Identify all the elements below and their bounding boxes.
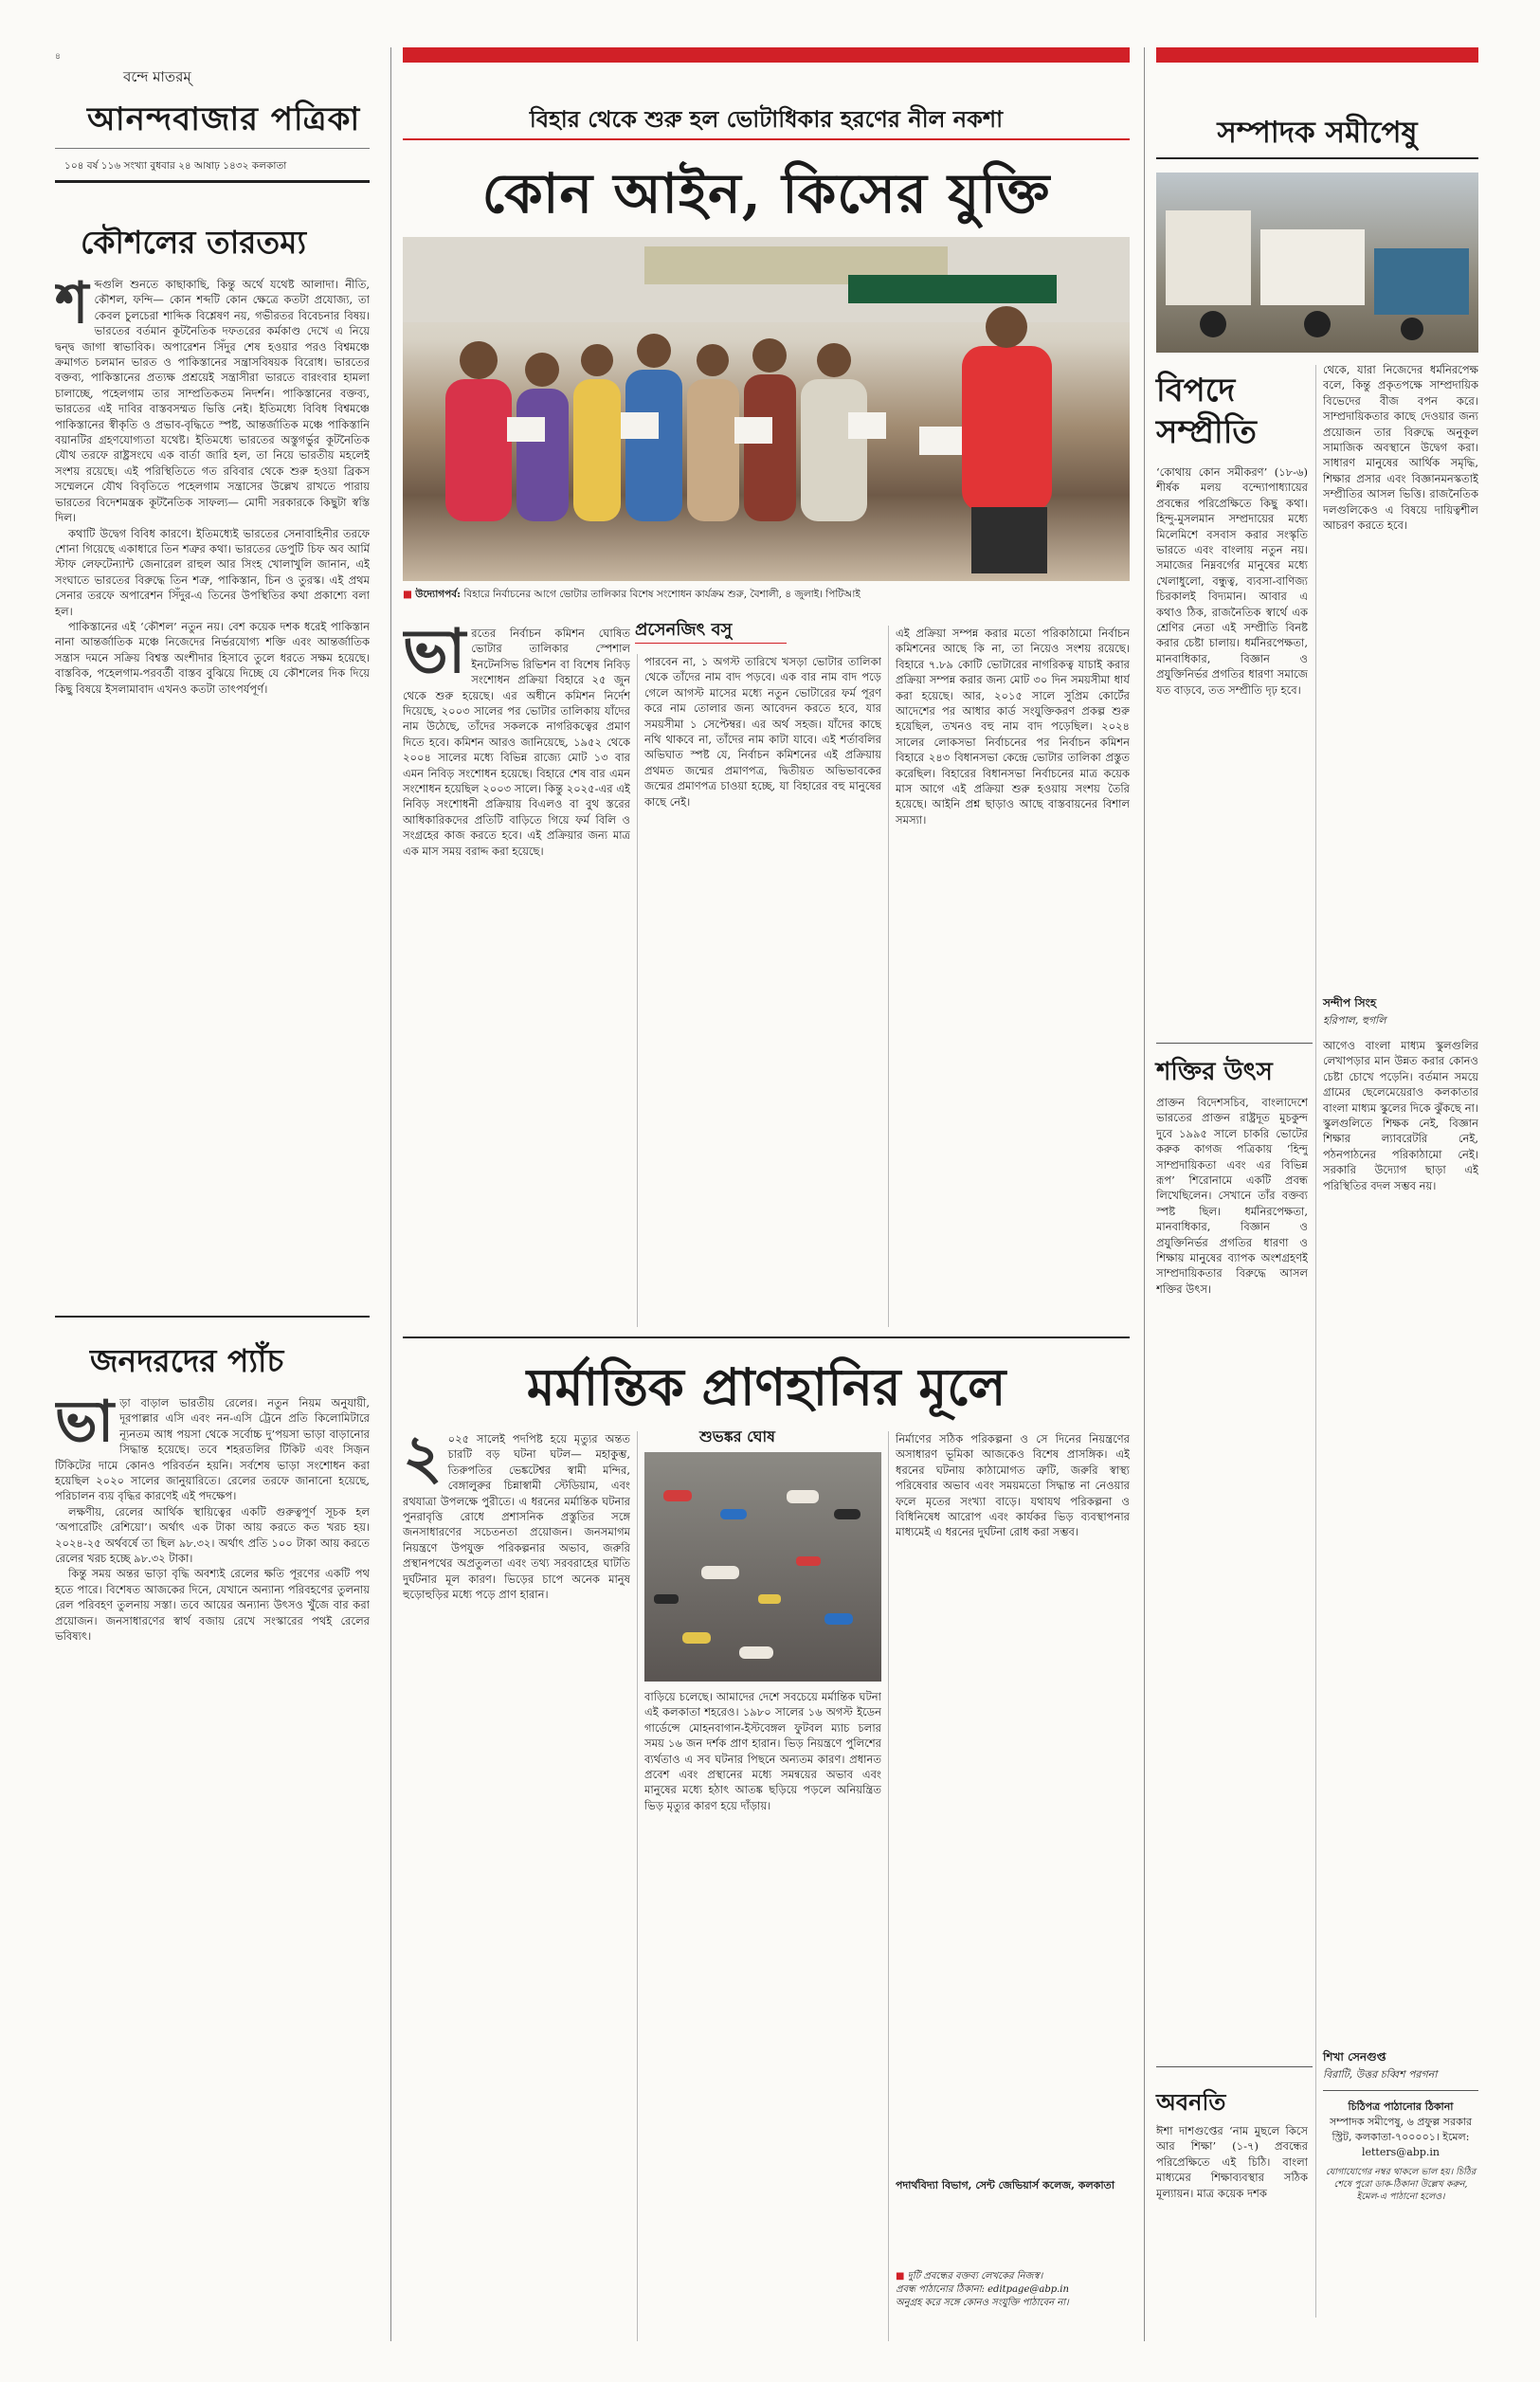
stampede-photo bbox=[644, 1452, 881, 1682]
editorial-paragraph: পাকিস্তানের এই ‘কৌশল’ নতুন নয়। বেশ কয়েক দশক ধরেই পাকিস্তান নানা আন্তর্জাতিক মঞ্চে নিজেদের নির্ভরযোগ্য শক্তি এবং আন্তর্জাতিক সন্ত্রাস দমনে সক্রিয় বিশ্বস্ত অংশীদার হিসাবে তুলে ধরতে সক্ষম হয়েছে। বাস্তবিক, পহেলগাম-পরবর্তী বাস্তব বুঝিয়ে দিচ্ছে যে কৌশলের দিক দিয়ে কিছু বিষয়ে ইসলামাবাদ এখনও কতটা তাৎপর্যপূর্ণ। bbox=[55, 619, 370, 696]
column-rule bbox=[637, 654, 638, 1327]
truck-photo bbox=[1156, 173, 1478, 353]
column-rule bbox=[390, 47, 391, 2341]
article-author: প্রসেনজিৎ বসু bbox=[635, 620, 733, 640]
author-rule bbox=[635, 643, 787, 644]
top-red-bar bbox=[403, 47, 1130, 63]
voter-photo bbox=[403, 237, 1130, 581]
article2-column-1 bbox=[403, 1431, 630, 2341]
letters-divider bbox=[1156, 2066, 1313, 2067]
headline2-title: মর্মান্তিক প্রাণহানির মূলে bbox=[526, 1356, 1006, 1417]
letter-paragraph: আগেও বাংলা মাধ্যম স্কুলগুলির লেখাপড়ার মান উন্নত করার কোনও চেষ্টা চোখে পড়েনি। বর্তমান সময়ে গ্রামের ছেলেমেয়েরাও কলকাতার বাংলা মাধ্যম স্কুলের দিকে ঝুঁকছে না। স্কুলগুলিতে শিক্ষক নেই, বিজ্ঞান শিক্ষার ল্যাবরেটরি নেই, পঠনপাঠনের পরিকাঠামো নেই। সরকারি উদ্যোগ ছাড়া এই পরিস্থিতির বদল সম্ভব নয়। bbox=[1323, 1039, 1478, 1192]
footnote-line: প্রবন্ধ পাঠানোর ঠিকানা: editpage@abp.in bbox=[896, 2284, 1069, 2295]
editorial-paragraph: ব্দগুলি শুনতে কাছাকাছি, কিন্তু অর্থে যথেষ্ট আলাদা। নীতি, কৌশল, ফন্দি— কোন শব্দটি কোন ক্ষেত্রে কতটা প্রযোজ্য, তা কেবল চুলচেরা শাব্দিক বিশ্লেষণ নয়, গভীরতর বিবেচনার বিষয়। ভারতের বর্তমান কূটনৈতিক দফতরের কর্মকাণ্ড দেখে এ নিয়ে দ্বন্দ্ব জাগা স্বাভাবিক। অপারেশন সিঁদুর শেষ হওয়ার পরও বিশ্বমঞ্চে ক্রমাগত চলমান ভারত ও পাকিস্তানের সন্ত্রাসবিষয়ক বিরোধ। ভারতের বক্তব্য, পাকিস্তানের প্রত্যক্ষ প্রশ্রয়েই সন্ত্রাসীরা ভারতে বারংবার হামলা চালাচ্ছে, পহেলগাম তার সাম্প্রতিকতম নিদর্শন। পাকিস্তানের বক্তব্য, ভারতের এই দাবির বাস্তবসম্মত ভিত্তি নেই। ইতিমধ্যে বিবিধ বিশ্বমঞ্চে পাকিস্তানের স্বীকৃতি ও প্রভাব-বৃদ্ধিতে স্পষ্ট, আন্তর্জাতিক মঞ্চে পাকিস্তানি বয়ানটির গ্রহণযোগ্যতা যথেষ্ট। ইতিমধ্যে ভারতের অস্তুগর্ভুর কূটনৈতিক যৌথ তরফে রাষ্ট্রসংঘে এক বার্তা জারি হল, তা নিয়ে ভারতীয় মহলেই সংশয় রয়েছে। এই পরিস্থিতিতে গত রবিবার থেকে শুরু হওয়া ব্রিকস সম্মেলনে যৌথ বিবৃতিতে পহেলগাম সন্ত্রাসের উল্লেখ রাখতে পারায় ভারতের বিদেশমন্ত্রক কূটনৈতিক সাফল্য— মোদী সরকারকে কিছুটা স্বস্তি দিল। bbox=[55, 278, 370, 525]
editorial-paragraph: ড়া বাড়াল ভারতীয় রেলের। নতুন নিয়ম অনুযায়ী, দূরপাল্লার এসি এবং নন-এসি ট্রেনে প্রতি কিলোমিটারে ন্যূনতম আধ পয়সা থেকে সর্বোচ্চ দু’পয়সা ভাড়া বাড়ানোর সিদ্ধান্ত হয়েছে। তবে শহরতলির টিকিট এবং সিজ়ন টিকিটের দামে কোনও পরিবর্তন হয়নি। সর্বশেষ ভাড়া সংশোধন করা হয়েছিল ২০২০ সালের জানুয়ারিতে। রেলের তরফে জানানো হয়েছে, পরিচালন ব্যয় বৃদ্ধির কারণেই এই পদক্ষেপ। bbox=[55, 1396, 370, 1503]
address-title: চিঠিপত্র পাঠানোর ঠিকানা bbox=[1348, 2100, 1454, 2113]
editorial2-title: জনদরদের প্যাঁচ bbox=[90, 1342, 284, 1379]
article-paragraph: ০২৫ সালেই পদপিষ্ট হয়ে মৃত্যুর অন্তত চারটি বড় ঘটনা ঘটল— মহাকুম্ভ, তিরুপতির ভেঙ্কটেশ্বর স্বামী মন্দির, বেঙ্গালুরুর চিন্নাস্বামী স্টেডিয়াম, এবং রথযাত্রা উপলক্ষে পুরীতে। এ ধরনের মর্মান্তিক ঘটনার পুনরাবৃত্তি রোধে প্রশাসনিক প্রস্তুতির সঙ্গে জনসাধারণের সচেতনতা প্রয়োজন। জনসমাগম নিয়ন্ত্রণে উপযুক্ত পরিকল্পনার অভাব, জরুরি প্রস্থানপথের অপ্রতুলতা এবং তথ্য সরবরাহের ঘাটতি দুর্ঘটনার মূল কারণ। ভিড়ের চাপে অনেক মানুষ হুড়োহুড়ির মধ্যে পড়ে প্রাণ হারান। bbox=[403, 1432, 630, 1602]
letter1-place: হরিপাল, হুগলি bbox=[1323, 1014, 1386, 1027]
masthead-title: আনন্দবাজার পত্রিকা bbox=[87, 100, 361, 138]
page-number: ৪ bbox=[55, 52, 61, 62]
drop-cap: ভা bbox=[55, 1395, 115, 1455]
avanati-title: অবনতি bbox=[1156, 2088, 1226, 2116]
debris-illustration bbox=[644, 1452, 881, 1682]
address-box bbox=[1323, 2100, 1478, 2203]
editorial-title: কৌশলের তারতম্য bbox=[81, 224, 307, 261]
address-note: যোগাযোগের নম্বর থাকলে ভাল হয়। চিঠির শেষে পুরো ডাক-ঠিকানা উল্লেখ করুন, ইমেল-এ পাঠানো হলেও। bbox=[1325, 2167, 1477, 2202]
drop-cap: ভা bbox=[403, 626, 466, 687]
top-red-bar-right bbox=[1156, 47, 1478, 63]
column-rule bbox=[888, 1431, 889, 2341]
address-body: সম্পাদক সমীপেষু, ৬ প্রফুল্ল সরকার স্ট্রিট, কলকাতা-৭০০০০১। ইমেল: letters@abp.in bbox=[1329, 2116, 1473, 2158]
letter-paragraph: থেকে, যারা নিজেদের ধর্মনিরপেক্ষ বলে, কিন্তু প্রকৃতপক্ষে সাম্প্রদায়িক বিভেদের বীজ বপন করে। সাম্প্রদায়িকতার কাছে দেওয়ার জন্য প্রয়োজন তার বিরুদ্ধে অনুকূল সামাজিক অবস্থানে উদ্বেগ করা। সাধারণ মানুষের আর্থিক সমৃদ্ধি, শিক্ষার প্রসার এবং বিজ্ঞানমনস্কতাই সম্প্রীতির আসল ভিত্তি। রাজনৈতিক দলগুলিকেও এ বিষয়ে দায়িত্বশীল আচরণ করতে হবে। bbox=[1323, 363, 1478, 533]
letters-divider bbox=[1156, 1043, 1313, 1044]
letter-paragraph: ‘কোথায় কোন সমীকরণ’ (১৮-৬) শীর্ষক মলয় বন্দ্যোপাধ্যায়ের প্রবন্ধের পরিপ্রেক্ষিতে কিছু কথা। হিন্দু-মুসলমান সম্প্রদায়ের মধ্যে মিলেমিশে বসবাস করার সংস্কৃতি ভারতে এবং বাংলায় নতুন নয়। সমাজের নিম্নবর্গের মানুষের মধ্যে খেলাধুলো, বন্ধুত্ব, ব্যবসা-বাণিজ্য চিরকালই বিদ্যমান। আবার এ কথাও ঠিক, রাজনৈতিক স্বার্থে এক শ্রেণির নেতা এই সম্প্রীতি বিনষ্ট করার চেষ্টা চালায়। ধর্মনিরপেক্ষতা, মানবাধিকার, বিজ্ঞান ও প্রযুক্তিনির্ভর প্রগতির ধারণা সমাজে যত বাড়বে, তত সম্প্রীতি দৃঢ় হবে। bbox=[1156, 465, 1308, 697]
avanati-body bbox=[1156, 2123, 1308, 2332]
letters-rule bbox=[1156, 157, 1478, 159]
headline-kicker: বিহার থেকে শুরু হল ভোটাধিকার হরণের নীল নকশা bbox=[529, 105, 1004, 133]
article-paragraph: বাড়িয়ে চলেছে। আমাদের দেশে সবচেয়ে মর্মান্তিক ঘটনা এই কলকাতা শহরেও। ১৯৮০ সালের ১৬ অগস্ট ইডেন গার্ডেন্সে মোহনবাগান-ইস্টবেঙ্গল ফুটবল ম্যাচ চলার সময় ১৬ জন দর্শক প্রাণ হারান। ভিড় নিয়ন্ত্রণে পুলিশের ব্যর্থতাও এ সব ঘটনার পিছনে অন্যতম কারণ। প্রধানত প্রবেশ এবং প্রস্থানের মধ্যে সমন্বয়ের অভাব এবং মানুষের মধ্যে হঠাৎ আতঙ্ক ছড়িয়ে পড়লে অনিয়ন্ত্রিত ভিড় মৃত্যুর কারণ হয়ে দাঁড়ায়। bbox=[644, 1690, 881, 1812]
letter1-signature: সন্দীপ সিংহ bbox=[1323, 996, 1377, 1009]
editorial-paragraph: কিন্তু সময় অন্তর ভাড়া বৃদ্ধি অবশ্যই রেলের ক্ষতি পূরণের একটি পথ হতে পারে। বিশেষত আজকের দিনে, যেখানে অন্যান্য পরিবহণের তুলনায় রেল পরিবহণ তুলনায় সস্তা। তবে আয়ের অন্যান্য উৎসও খুঁজে বার করা প্রয়োজন। জনসাধারণের স্বার্থ বজায় রেখে সংস্কারের পথই রেলের ভবিষ্যৎ। bbox=[55, 1567, 370, 1644]
column-rule bbox=[1315, 365, 1316, 1085]
letter-paragraph: ঈশা দাশগুপ্তের ‘নাম মুছলে কিসে আর শিক্ষা’ (১-৭) প্রবন্ধের পরিপ্রেক্ষিতে এই চিঠি। বাংলা মাধ্যমের শিক্ষাব্যবস্থার সঠিক মূল্যায়ন। মাত্র কয়েক দশক bbox=[1156, 2124, 1308, 2200]
letter2-place: বিরাটি, উত্তর চব্বিশ পরগনা bbox=[1323, 2068, 1438, 2081]
kicker-rule bbox=[403, 138, 1130, 140]
editorial2-body bbox=[55, 1395, 370, 2334]
article-paragraph: এই প্রক্রিয়া সম্পন্ন করার মতো পরিকাঠামো নির্বাচন কমিশনের আছে কি না, তা নিয়েও সংশয় রয়েছে। বিহারে ৭.৮৯ কোটি ভোটারের নাগরিকত্ব যাচাই করার প্রক্রিয়া সম্পন্ন করার জন্য মোট ৩০ দিন সময়সীমা ধার্য করা হয়েছে। আর, ২০১৫ সালে সুপ্রিম কোর্টের আদেশের পর আধার কার্ড সংযুক্তিকরণ প্রকল্প শুরু হয়েছিল, তখনও বহু নাম বাদ পড়েছিল। ২০২৪ সালের লোকসভা নির্বাচনের পর নির্বাচন কমিশন বিহারে ২৪৩ বিধানসভা কেন্দ্রে ভোটার তালিকা প্রস্তুত করেছিল। বিহারের বিধানসভা নির্বাচনের মাত্র কয়েক মাস আগে এই প্রক্রিয়া শুরু হওয়ায় সংশয় তৈরি হয়েছে। আইনি প্রশ্ন ছাড়াও আছে বাস্তবায়নের বিশাল সমস্যা। bbox=[896, 627, 1130, 827]
article-paragraph: নির্মাণের সঠিক পরিকল্পনা ও সে দিনের নিয়ন্ত্রণের অসাধারণ ভূমিকা আজকেও বিশেষ প্রাসঙ্গিক। এই ধরনের ঘটনায় কাঠামোগত ত্রুটি, জরুরি স্বাস্থ্য পরিষেবার অভাব এবং সময়মতো সিদ্ধান্ত না নেওয়ার ফলে মৃতের সংখ্যা বাড়ে। যথাযথ পরিকল্পনা ও বিধিনিষেধ আরোপ এবং কার্যকর ভিড় ব্যবস্থাপনার মাধ্যমেই এ ধরনের দুর্ঘটনা রোধ করা সম্ভব। bbox=[896, 1432, 1130, 1539]
footnote-line: দুটি প্রবন্ধের বক্তব্য লেখকের নিজস্ব। bbox=[907, 2271, 1043, 2282]
article2-column-2 bbox=[644, 1689, 881, 2341]
masthead-rule-bottom bbox=[55, 180, 370, 183]
article1-column-2 bbox=[644, 654, 881, 1327]
letters-title: সম্পাদক সমীপেষু bbox=[1217, 116, 1418, 150]
masthead-dateline: ১০৪ বর্ষ ১১৬ সংখ্যা বুধবার ২৪ আষাঢ় ১৪৩২ কলকাতা bbox=[64, 160, 287, 172]
headline-title: কোন আইন, কিসের যুক্তি bbox=[481, 161, 1051, 226]
article-paragraph: পারবেন না, ১ অগস্ট তারিখে খসড়া ভোটার তালিকা থেকে তাঁদের নাম বাদ পড়বে। এক বার নাম বাদ পড়ে গেলে আগস্ট মাসের মধ্যে নতুন ভোটারের ফর্ম পূরণ করে নাম তোলার জন্য আবেদন করতে হবে, যার সময়সীমা ১ সেপ্টেম্বর। এর অর্থ সহজ। যাঁদের কাছে নথি থাকবে না, তাঁদের নাম কাটা যাবে। এই শর্তাবলির অভিঘাত স্পষ্ট যে, নির্বাচন কমিশনের এই প্রক্রিয়ায় প্রথমত জন্মের প্রমাণপত্র, দ্বিতীয়ত অভিভাবকের জন্মের প্রমাণপত্র চাওয়া হচ্ছে, যা বিহারের বহু মানুষের কাছে নেই। bbox=[644, 655, 881, 809]
editorial-paragraph: কথাটি উদ্বেগ বিবিধ কারণে। ইতিমধ্যেই ভারতের সেনাবাহিনীর তরফে শোনা গিয়েছে একাধারে তিন শত্রুর কথা। ভারতের ডেপুটি চিফ অব আর্মি স্টাফ লেফটেন্যান্ট জেনারেল রাহুল আর সিংহ খোলাখুলি জানান, এই সংঘাতে ভারতের বিরুদ্ধে তিন শত্রু, পাকিস্তান, চিন ও তুরস্ক। এই প্রথম সেনার তরফে অপারেশন সিঁদুর-এ তিনের উপস্থিতির কথা প্রকাশ্যে বলা হল। bbox=[55, 526, 370, 618]
letter2-body-cont bbox=[1323, 1038, 1478, 2043]
drop-cap: ২ bbox=[403, 1431, 443, 1493]
masthead-rule bbox=[55, 148, 370, 149]
photo-illustration bbox=[403, 237, 1130, 581]
article-divider bbox=[403, 1336, 1130, 1338]
letter1-body-cont bbox=[1323, 362, 1478, 988]
letter2-body bbox=[1156, 1095, 1308, 2052]
author-affiliation: পদার্থবিদ্যা বিভাগ, সেন্ট জেভিয়ার্স কলেজ, কলকাতা bbox=[896, 2179, 1115, 2191]
article1-column-1 bbox=[403, 626, 630, 1327]
caption-label: উদ্যোগপর্ব: bbox=[415, 589, 461, 600]
column-rule bbox=[637, 1431, 638, 2341]
letter2-signature: শিখা সেনগুপ্ত bbox=[1323, 2050, 1386, 2064]
article2-author: শুভঙ্কর ঘোষ bbox=[699, 1427, 775, 1446]
drop-cap: শ bbox=[55, 277, 89, 336]
editorial-paragraph: লক্ষণীয়, রেলের আর্থিক স্থায়িত্বের একটি গুরুত্বপূর্ণ সূচক হল ‘অপারেটিং রেশিয়ো’। অর্থাৎ এক টাকা আয় করতে কত খরচ হয়। ২০২৪-২৫ অর্থবর্ষে তা ছিল ৯৮.৩২। অর্থাৎ প্রতি ১০০ টাকা আয় করতে রেলের খরচ হচ্ছে ৯৮.৩২ টাকা। bbox=[55, 1504, 370, 1566]
letter1-title: বিপদে সম্প্রীতি bbox=[1156, 372, 1257, 451]
address-rule bbox=[1323, 2090, 1478, 2091]
article2-column-3 bbox=[896, 1431, 1130, 2171]
article-paragraph: রতের নির্বাচন কমিশন ঘোষিত ভোটার তালিকার স্পেশাল ইনটেনসিভ রিভিশন বা বিশেষ নিবিড় সংশোধন প্রক্রিয়া বিহারে ২৫ জুন থেকে শুরু হয়েছে। এর অধীনে কমিশন নির্দেশ দিয়েছে, ২০০৩ সালের পর ভোটার তালিকায় যাঁদের নাম উঠেছে, তাঁদের সকলকে নাগরিকত্বের প্রমাণ দিতে হবে। কমিশন আরও জানিয়েছে, ১৯৫২ থেকে ২০০৪ সালের মধ্যে বিভিন্ন রাজ্যে মোট ১৩ বার এমন নিবিড় সংশোধন হয়েছে। বিহারে শেষ বার এমন সংশোধন হয়েছিল ২০০৩ সালে। কিন্তু ২০২৫-এর এই নিবিড় সংশোধনী প্রক্রিয়ায় বিএলও বা বুথ স্তরের আধিকারিকদের প্রতিটি বাড়িতে গিয়ে ফর্ম বিলি ও সংগ্রহের কাজ করতে হবে। এই প্রক্রিয়ার জন্য মাত্র এক মাস সময় বরাদ্দ করা হয়েছে। bbox=[403, 627, 630, 858]
letter1-body bbox=[1156, 464, 1308, 1033]
footnote: ■ দুটি প্রবন্ধের বক্তব্য লেখকের নিজস্ব। প্রবন্ধ পাঠানোর ঠিকানা: editpage@abp.in অনুগ্রহ করে সঙ্গে কোনও সংযুক্তি পাঠাবেন না। bbox=[896, 2270, 1130, 2310]
column-rule bbox=[1144, 47, 1145, 2341]
column-rule bbox=[1315, 1038, 1316, 2318]
editorial-body bbox=[55, 277, 370, 1291]
footnote-line: অনুগ্রহ করে সঙ্গে কোনও সংযুক্তি পাঠাবেন না। bbox=[896, 2298, 1069, 2308]
truck-illustration bbox=[1156, 173, 1478, 353]
article1-column-3 bbox=[896, 626, 1130, 1327]
editorial-divider bbox=[55, 1316, 370, 1318]
letter2-title: শক্তির উৎস bbox=[1156, 1058, 1273, 1086]
caption-text: বিহারে নির্বাচনের আগে ভোটার তালিকার বিশেষ সংশোধন কার্যক্রম শুরু, বৈশালী, ৪ জুলাই। পিটিআই bbox=[463, 589, 861, 600]
letter-paragraph: প্রাক্তন বিদেশসচিব, বাংলাদেশে ভারতের প্রাক্তন রাষ্ট্রদূত মুচকুন্দ দুবে ১৯৯৫ সালে চাকরি ভোটের করুক কাগজ পত্রিকায় ‘হিন্দু সাম্প্রদায়িকতা এবং এর বিভিন্ন রূপ’ শিরোনামে একটি প্রবন্ধ লিখেছিলেন। সেখানে তাঁর বক্তব্য স্পষ্ট ছিল। ধর্মনিরপেক্ষতা, মানবাধিকার, বিজ্ঞান ও প্রযুক্তিনির্ভর প্রগতির ধারণা ও শিক্ষায় মানুষের ব্যাপক অংশগ্রহণই সাম্প্রদায়িকতার বিরুদ্ধে আসল শক্তির উৎস। bbox=[1156, 1096, 1308, 1296]
photo-caption: ■ উদ্যোগপর্ব: বিহারে নির্বাচনের আগে ভোটার তালিকার বিশেষ সংশোধন কার্যক্রম শুরু, বৈশালী, ৪ জুলাই। পিটিআই bbox=[403, 589, 861, 600]
column-rule bbox=[888, 626, 889, 1327]
masthead-motto: বন্দে মাতরম্‌ bbox=[123, 68, 191, 85]
